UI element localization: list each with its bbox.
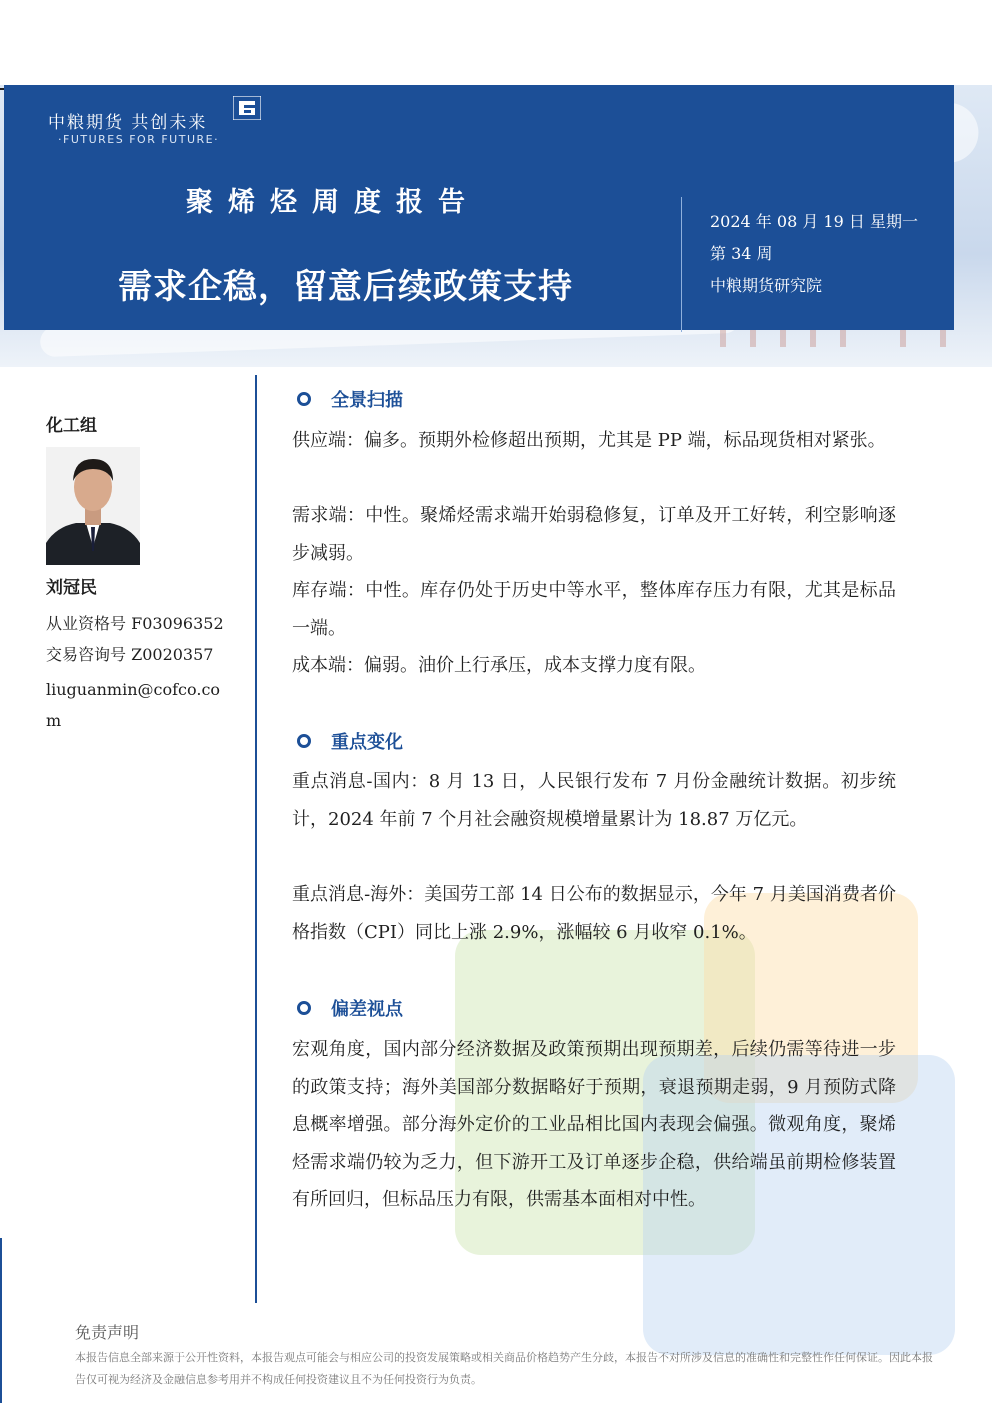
company-logo-icon	[233, 96, 261, 120]
overview-inventory-paragraph: 库存端：中性。库存仍处于历史中等水平，整体库存压力有限，尤其是标品一端。	[292, 580, 896, 639]
header-divider	[681, 197, 682, 332]
section-title: 全景扫描	[331, 390, 403, 411]
deviation-paragraph: 宏观角度，国内部分经济数据及政策预期出现预期差，后续仍需等待进一步的政策支持；海外美国部分数据略好于预期，衰退预期走弱，9 月预防式降息概率增强。部分海外定价的工业品相比国内表现会偏强。微观角度，聚烯烃需求端仍较为乏力，但下游开工及订单逐步企稳，供给端虽前期检修装置有所回归，但标品压力有限，供需基本面相对中性。	[292, 1039, 896, 1210]
report-week: 第 34 周	[710, 244, 773, 263]
overview-demand-paragraph: 需求端：中性。聚烯烃需求端开始弱稳修复，订单及开工好转，利空影响逐步减弱。	[292, 505, 896, 564]
section-title: 重点变化	[331, 732, 403, 753]
company-logo-slogan: ·FUTURES FOR FUTURE·	[58, 133, 220, 146]
section-title: 偏差视点	[331, 999, 403, 1020]
analyst-name: 刘冠民	[46, 578, 97, 598]
report-name: 聚烯烃周度报告	[186, 187, 480, 218]
analyst-photo	[46, 447, 140, 565]
circle-bullet-icon	[297, 734, 311, 748]
overview-supply-paragraph: 供应端：偏多。预期外检修超出预期，尤其是 PP 端，标品现货相对紧张。	[292, 430, 886, 451]
report-date: 2024 年 08 月 19 日 星期一	[710, 212, 918, 231]
company-logo-text: 中粮期货 共创未来	[48, 113, 208, 133]
section-overview-header	[297, 386, 403, 412]
team-label: 化工组	[46, 416, 97, 436]
analyst-email[interactable]: liuguanmin@cofco.com	[46, 680, 221, 730]
domestic-news-paragraph: 重点消息-国内：8 月 13 日，人民银行发布 7 月份金融统计数据。初步统计，2024 年前 7 个月社会融资规模增量累计为 18.87 万亿元。	[292, 771, 896, 830]
overseas-news-paragraph: 重点消息-海外：美国劳工部 14 日公布的数据显示，今年 7 月美国消费者价格指数（CPI）同比上涨 2.9%，涨幅较 6 月收窄 0.1%。	[292, 884, 896, 943]
section-deviation-header	[297, 995, 403, 1021]
qualification-number: 从业资格号 F03096352	[46, 614, 224, 633]
consulting-number: 交易咨询号 Z0020357	[46, 645, 214, 664]
report-headline: 需求企稳，留意后续政策支持	[118, 267, 573, 307]
section-key-changes-header	[297, 728, 403, 754]
disclaimer-title: 免责声明	[75, 1323, 140, 1342]
left-edge-bar	[0, 1238, 2, 1403]
overview-cost-paragraph: 成本端：偏弱。油价上行承压，成本支撑力度有限。	[292, 655, 706, 676]
disclaimer-text: 本报告信息全部来源于公开性资料，本报告观点可能会与相应公司的投资发展策略或相关商品价格趋势产生分歧，本报告不对所涉及信息的准确性和完整性作任何保证。因此本报告仅可视为经济及金融信息参考用并不构成任何投资建议且不为任何投资行为负责。	[75, 1351, 933, 1386]
column-divider	[255, 375, 257, 1303]
institute-name: 中粮期货研究院	[710, 276, 823, 295]
circle-bullet-icon	[297, 392, 311, 406]
circle-bullet-icon	[297, 1001, 311, 1015]
